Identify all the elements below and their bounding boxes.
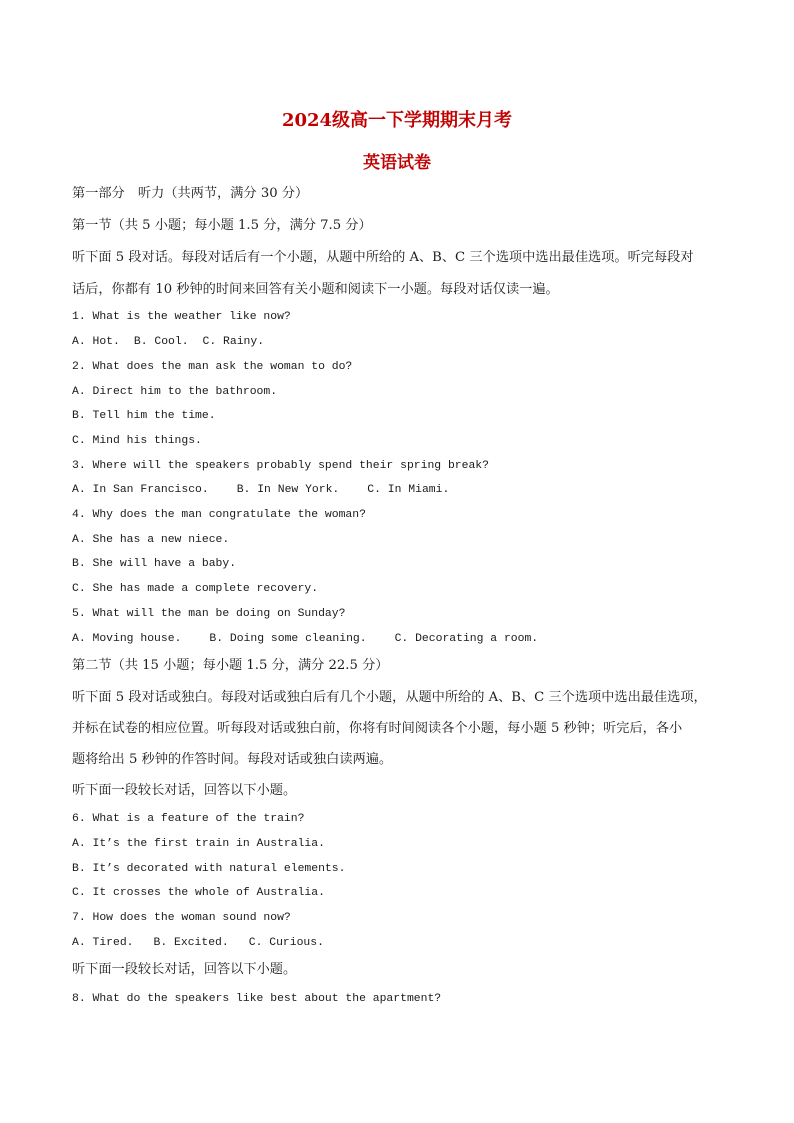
q7-option-b: B. Excited. [153, 937, 229, 949]
q5-option-b: B. Doing some cleaning. [209, 633, 367, 645]
question-4-stem: 4. Why does the man congratulate the woman? [72, 509, 366, 521]
exam-subtitle: 英语试卷 [363, 153, 431, 173]
section1-instruction-line1: 听下面 5 段对话。每段对话后有一个小题，从题中所给的 A、B、C 三个选项中选出最佳选项。听完每段对 [72, 250, 694, 265]
q6-option-c: C. It crosses the whole of Australia. [72, 887, 325, 899]
q7-option-a: A. Tired. [72, 937, 134, 949]
exam-title: 2024级高一下学期期末月考 [281, 110, 513, 131]
q5-option-c: C. Decorating a room. [394, 633, 539, 645]
part1-heading: 第一部分 听力（共两节，满分 30 分） [72, 186, 309, 201]
question-2-stem: 2. What does the man ask the woman to do? [72, 361, 353, 373]
q2-option-c: C. Mind his things. [72, 435, 202, 447]
q2-option-a: A. Direct him to the bathroom. [72, 386, 278, 398]
q4-option-c: C. She has made a complete recovery. [72, 583, 319, 595]
q5-option-a: A. Moving house. [72, 633, 182, 645]
question-1-options [72, 335, 264, 349]
section1-heading: 第一节（共 5 小题；每小题 1.5 分，满分 7.5 分） [72, 218, 372, 233]
q1-option-b: B. Cool. [133, 336, 189, 348]
dialog-intro-2: 听下面一段较长对话，回答以下小题。 [72, 962, 297, 977]
question-3-options [72, 483, 449, 497]
q3-option-b: B. In New York. [236, 484, 340, 496]
q4-option-a: A. She has a new niece. [72, 534, 230, 546]
question-3-stem: 3. Where will the speakers probably spend their spring break? [72, 460, 489, 472]
q3-option-a: A. In San Francisco. [72, 484, 209, 496]
q3-option-c: C. In Miami. [367, 484, 450, 496]
section2-instruction-line3: 题将给出 5 秒钟的作答时间。每段对话或独白读两遍。 [72, 752, 393, 767]
question-1-stem: 1. What is the weather like now? [72, 311, 291, 323]
q4-option-b: B. She will have a baby. [72, 558, 237, 570]
q7-option-c: C. Curious. [248, 937, 324, 949]
section2-heading: 第二节（共 15 小题；每小题 1.5 分，满分 22.5 分） [72, 658, 389, 673]
dialog-intro-1: 听下面一段较长对话，回答以下小题。 [72, 783, 297, 798]
question-5-stem: 5. What will the man be doing on Sunday? [72, 608, 346, 620]
section1-instruction-line2: 话后，你都有 10 秒钟的时间来回答有关小题和阅读下一小题。每段对话仅读一遍。 [72, 282, 559, 297]
question-7-stem: 7. How does the woman sound now? [72, 912, 291, 924]
q1-option-c: C. Rainy. [202, 336, 265, 348]
q2-option-b: B. Tell him the time. [72, 410, 216, 422]
question-8-stem: 8. What do the speakers like best about the apartment? [72, 993, 442, 1005]
q6-option-a: A. It’s the first train in Australia. [72, 838, 325, 850]
section2-instruction-line2: 并标在试卷的相应位置。听每段对话或独白前，你将有时间阅读各个小题，每小题 5 秒钟；听完后，各小 [72, 721, 683, 736]
question-5-options [72, 632, 538, 646]
section2-instruction-line1: 听下面 5 段对话或独白。每段对话或独白后有几个小题，从题中所给的 A、B、C 三个选项中选出最佳选项， [72, 690, 707, 705]
q6-option-b: B. It’s decorated with natural elements. [72, 863, 346, 875]
question-7-options [72, 936, 324, 950]
q1-option-a: A. Hot. [72, 336, 120, 348]
question-6-stem: 6. What is a feature of the train? [72, 813, 305, 825]
